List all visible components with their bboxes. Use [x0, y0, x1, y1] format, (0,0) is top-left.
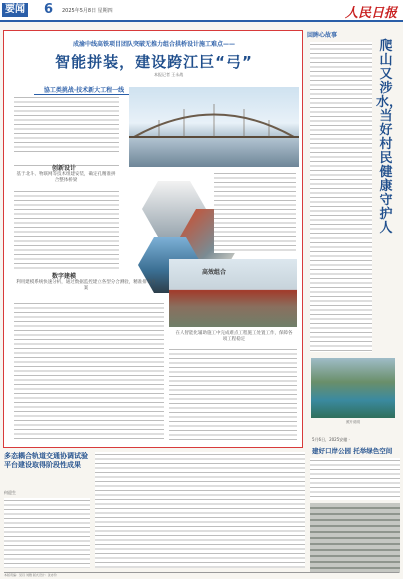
- page-footer: 本版责编：吴丹 刘雅 版式设计：沈亦伶: [4, 572, 399, 578]
- feature-article[interactable]: [3, 30, 303, 448]
- page-number: 6: [44, 2, 54, 17]
- bottom-right-text: [310, 458, 400, 500]
- article-text-block: [14, 189, 119, 269]
- right-column-tag: 回眸心故事: [307, 32, 338, 39]
- feature-byline: 本报记者 王永战: [154, 72, 184, 77]
- right-column-title: 爬山又涉水，当好村民健康守护人: [376, 39, 403, 236]
- newspaper-logo: 人民日报: [344, 6, 397, 21]
- bottom-middle-text: [95, 452, 305, 568]
- subhead-lead-4: 在人智能化辅助施工中完成难点工程施工处置工作，保障各项工程稳定: [175, 331, 293, 342]
- subhead-lead-2: 基于北斗、物联网等技术组建安装，确定孔精准拼合整体桥梁: [16, 172, 116, 183]
- issue-date: 2025年5月8日 星期四: [62, 8, 113, 14]
- article-text-block: [14, 301, 164, 441]
- feature-subhead-1: 協工类挑战·技术新大工程一线: [34, 85, 134, 95]
- page-header: [0, 0, 403, 22]
- feature-headline: 智能拼装，建设跨江巨“弓”: [55, 53, 253, 71]
- feature-subhead-4: 高效组合: [201, 269, 226, 276]
- feature-subhead-3: 数字建模: [51, 273, 76, 280]
- feature-kicker: 成渝中线高铁项目团队突破无推力组合拱桥设计施工难点——: [72, 41, 235, 48]
- feature-subhead-2: 创新设计: [51, 165, 76, 172]
- subhead-lead-3: 利用建模系统快速分析，通过数据监控建立各型分合测验，精准排布方案: [16, 280, 156, 291]
- article-text-block: [169, 347, 297, 441]
- right-column-photo: [311, 358, 395, 418]
- bottom-left-text: [4, 498, 90, 568]
- bottom-right-photo: [310, 503, 400, 573]
- section-tag: 要闻: [2, 3, 28, 17]
- bridge-photo: [129, 87, 299, 167]
- bottom-right-kicker: 5月6日，2025安徽 ·: [312, 437, 350, 442]
- right-column-caption: 照片说明: [346, 420, 360, 424]
- right-column-text: [310, 42, 372, 352]
- article-text-block: [214, 171, 296, 253]
- article-text-block: [14, 95, 119, 155]
- bottom-left-headline[interactable]: 多态耦合轨道交通协调试验平台建设取得阶段性成果: [4, 452, 88, 469]
- bottom-left-byline: 何迎生: [4, 490, 16, 495]
- bottom-right-headline[interactable]: 建好口岸公园 托举绿色空间: [312, 447, 393, 455]
